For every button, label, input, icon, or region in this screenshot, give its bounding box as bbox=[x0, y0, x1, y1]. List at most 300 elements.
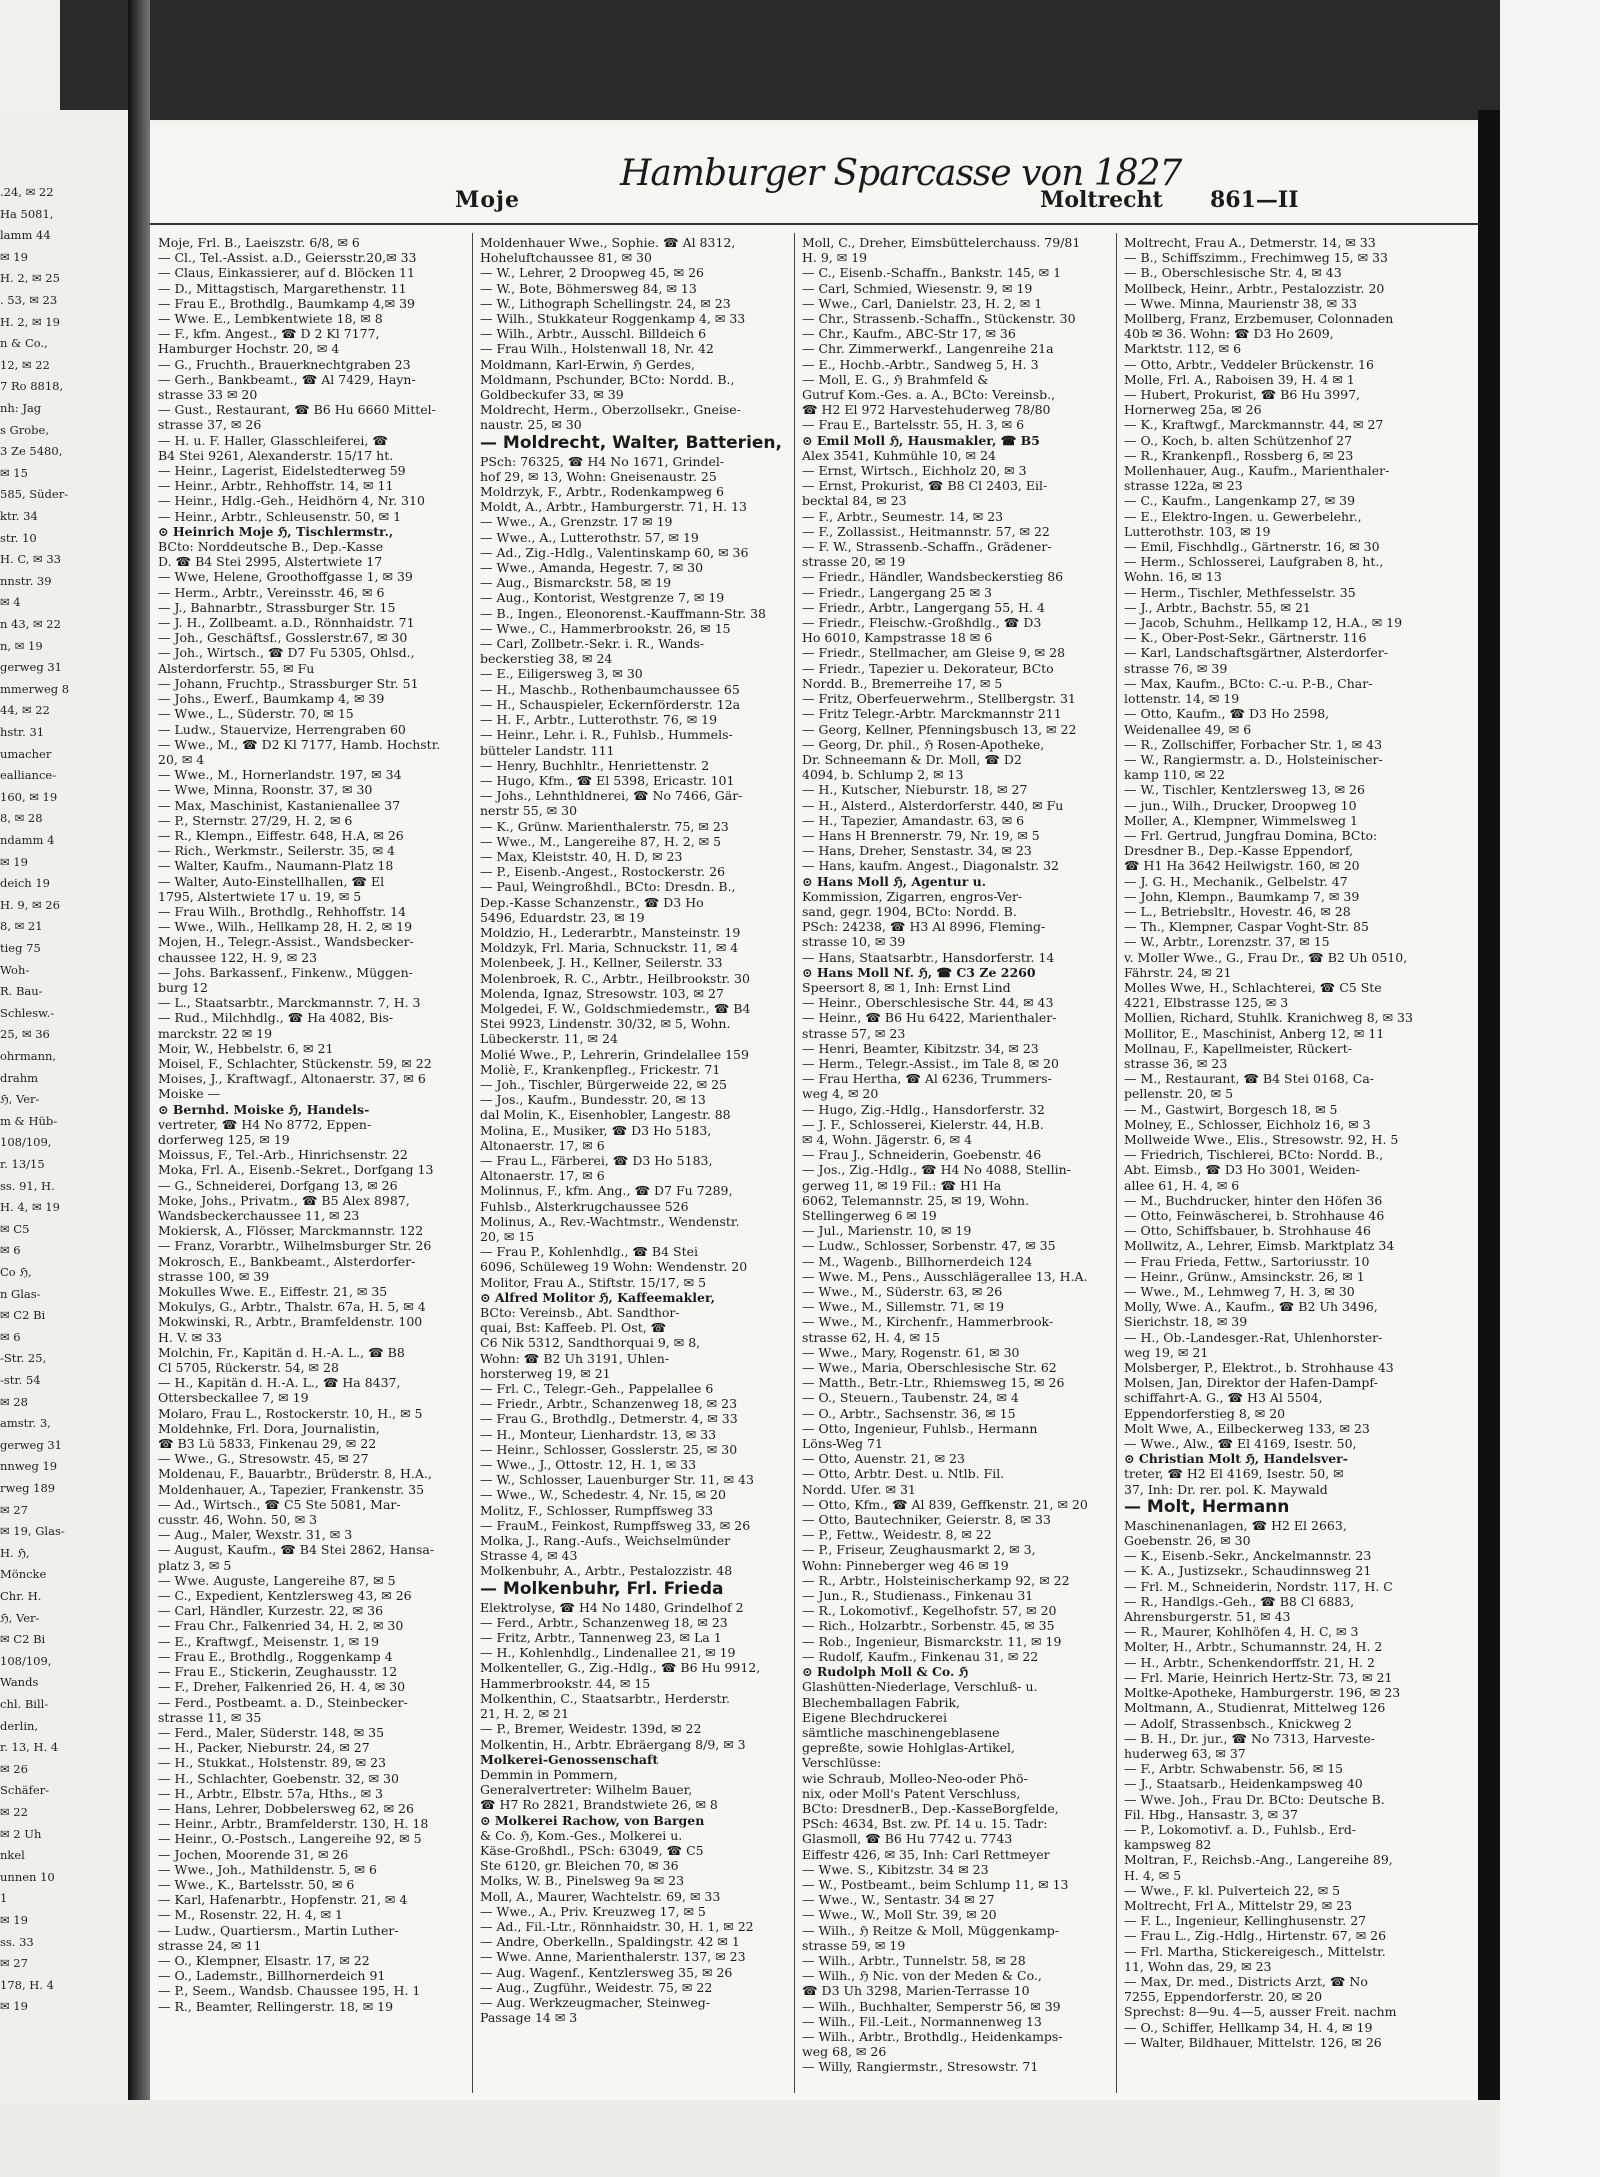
directory-entry: Moliè, F., Krankenpfleg., Frickestr. 71 bbox=[480, 1061, 721, 1077]
directory-entry: — O., Schiffer, Hellkamp 34, H. 4, ✉ 19 bbox=[1124, 2019, 1373, 2035]
directory-entry: weg 4, ✉ 20 bbox=[802, 1086, 879, 1102]
directory-entry: — Andre, Oberkelln., Spaldingstr. 42 ✉ 1 bbox=[480, 1934, 740, 1950]
directory-entry: — G., Schneiderei, Dorfgang 13, ✉ 26 bbox=[158, 1177, 398, 1193]
directory-entry: — Aug., Zugführ., Weidestr. 75, ✉ 22 bbox=[480, 1979, 713, 1995]
directory-entry: — Aug. Werkzeugmacher, Steinweg- bbox=[480, 1994, 710, 2010]
directory-entry: — H., Schlachter, Goebenstr. 32, ✉ 30 bbox=[158, 1770, 399, 1786]
directory-entry: Molitz, F., Schlosser, Rumpffsweg 33 bbox=[480, 1502, 714, 1518]
directory-entry: Moltmann, A., Studienrat, Mittelweg 126 bbox=[1124, 1700, 1386, 1716]
left-page-text: tieg 75 bbox=[0, 941, 41, 955]
directory-entry: — Heinr., Schlosser, Gosslerstr. 25, ✉ 30 bbox=[480, 1441, 738, 1457]
directory-entry: Mollweide Wwe., Elis., Stresowstr. 92, H. 5 bbox=[1124, 1131, 1399, 1147]
directory-entry: — W., Lithograph Schellingstr. 24, ✉ 23 bbox=[480, 295, 731, 311]
directory-entry: beckerstieg 38, ✉ 24 bbox=[480, 651, 613, 667]
directory-entry: — K. A., Justizsekr., Schaudinnsweg 21 bbox=[1124, 1563, 1372, 1579]
directory-entry: — Friedr., Tapezier u. Dekorateur, BCto bbox=[802, 660, 1054, 676]
directory-entry: ⊙ Hans Moll Nf. ℌ, ☎ C3 Ze 2260 bbox=[802, 964, 1036, 980]
directory-entry: — Ferd., Arbtr., Schanzenweg 18, ✉ 23 bbox=[480, 1614, 728, 1630]
directory-entry: — Wwe, Helene, Groothoffgasse 1, ✉ 39 bbox=[158, 569, 413, 585]
left-page-text: -str. 54 bbox=[0, 1373, 41, 1387]
directory-entry: 20, ✉ 4 bbox=[158, 751, 205, 767]
directory-entry: — Friedr., Arbtr., Schanzenweg 18, ✉ 23 bbox=[480, 1396, 738, 1412]
directory-entry: — Friedr., Fleischw.-Großhdlg., ☎ D3 bbox=[802, 615, 1042, 631]
left-page-text: str. 10 bbox=[0, 530, 37, 545]
directory-entry: — Ludw., Schlosser, Sorbenstr. 47, ✉ 35 bbox=[802, 1238, 1056, 1254]
directory-entry: — F., Arbtr., Seumestr. 14, ✉ 23 bbox=[802, 508, 1004, 524]
running-head-left: Moje bbox=[455, 187, 520, 213]
directory-entry: Lübeckerstr. 11, ✉ 24 bbox=[480, 1031, 618, 1047]
directory-entry: Mollberg, Franz, Erzbemuser, Colonnaden bbox=[1124, 311, 1394, 327]
left-page-text: 160, ✉ 19 bbox=[0, 789, 58, 804]
left-page-text: amstr. 3, bbox=[0, 1416, 51, 1431]
left-page-text: 7 Ro 8818, bbox=[0, 379, 64, 394]
directory-entry: — M., Rosenstr. 22, H. 4, ✉ 1 bbox=[158, 1907, 343, 1923]
directory-entry: — Wwe., M., Kirchenfr., Hammerbrook- bbox=[802, 1314, 1054, 1330]
directory-entry: — Joh., Tischler, Bürgerweide 22, ✉ 25 bbox=[480, 1076, 727, 1092]
directory-entry: — John, Klempn., Baumkamp 7, ✉ 39 bbox=[1124, 888, 1360, 904]
directory-entry: kamp 110, ✉ 22 bbox=[1124, 767, 1226, 783]
directory-entry: Dep.-Kasse Schanzenstr., ☎ D3 Ho bbox=[480, 894, 704, 910]
directory-entry: Eppendorferstieg 8, ✉ 20 bbox=[1124, 1405, 1286, 1421]
directory-entry: Molt Wwe, A., Eilbeckerweg 133, ✉ 23 bbox=[1124, 1420, 1370, 1436]
directory-entry: — L., Betriebsltr., Hovestr. 46, ✉ 28 bbox=[1124, 903, 1351, 919]
left-page-text: r. 13/15 bbox=[0, 1157, 45, 1171]
left-page-text: R. Bau- bbox=[0, 984, 43, 999]
directory-entry: 20, ✉ 15 bbox=[480, 1229, 535, 1244]
left-page-text: Wands bbox=[0, 1675, 39, 1690]
directory-entry: Molitor, Frau A., Stiftstr. 15/17, ✉ 5 bbox=[480, 1274, 707, 1290]
directory-column-2 bbox=[480, 235, 790, 2095]
directory-entry: Gutruf Kom.-Ges. a. A., BCto: Vereinsb., bbox=[802, 387, 1056, 403]
left-page-text: gerweg 31 bbox=[0, 1437, 62, 1452]
left-page-text: hstr. 31 bbox=[0, 725, 45, 739]
left-page-text: ✉ 22 bbox=[0, 1805, 28, 1819]
directory-entry: — J. F., Schlosserei, Kielerstr. 44, H.B. bbox=[802, 1116, 1044, 1132]
directory-entry: — Chr., Kaufm., ABC-Str 17, ✉ 36 bbox=[802, 326, 1016, 342]
directory-entry: — Wilh., Fil.-Leit., Normannenweg 13 bbox=[802, 2013, 1042, 2029]
directory-entry: — Jos., Zig.-Hdlg., ☎ H4 No 4088, Stellin- bbox=[802, 1162, 1071, 1178]
directory-entry: — Henri, Beamter, Kibitzstr. 34, ✉ 23 bbox=[802, 1040, 1039, 1056]
left-page-text: ℌ, Ver- bbox=[0, 1092, 40, 1107]
left-page-text: H. 2, ✉ 25 bbox=[0, 271, 60, 286]
left-page-text: nnstr. 39 bbox=[0, 573, 52, 588]
directory-entry: — Gust., Restaurant, ☎ B6 Hu 6660 Mittel- bbox=[158, 402, 436, 418]
directory-entry: — Herm., Arbtr., Vereinsstr. 46, ✉ 6 bbox=[158, 584, 385, 600]
left-page-text: ✉ 15 bbox=[0, 465, 28, 480]
directory-entry: ⊙ Rudolph Moll & Co. ℌ bbox=[802, 1664, 969, 1680]
directory-entry: dorferweg 125, ✉ 19 bbox=[158, 1131, 290, 1147]
directory-entry: Mollnau, F., Kapellmeister, Rückert- bbox=[1124, 1040, 1352, 1056]
directory-entry: — F., Arbtr. Schwabenstr. 56, ✉ 15 bbox=[1124, 1761, 1344, 1777]
left-page-text: n Glas- bbox=[0, 1286, 41, 1301]
directory-entry: B4 Stei 9261, Alexanderstr. 15/17 ht. bbox=[158, 447, 394, 463]
left-page-text: ohrmann, bbox=[0, 1049, 57, 1063]
directory-entry: — R., Klempn., Eiffestr. 648, H.A, ✉ 26 bbox=[158, 827, 404, 843]
left-page-text: H. 4, ✉ 19 bbox=[0, 1200, 60, 1215]
directory-entry: Glashütten-Niederlage, Verschluß- u. bbox=[802, 1679, 1038, 1695]
directory-entry: Marktstr. 112, ✉ 6 bbox=[1124, 341, 1242, 357]
left-page-text: 1 bbox=[0, 1891, 8, 1906]
directory-entry: ☎ H2 El 972 Harvestehuderweg 78/80 bbox=[802, 402, 1051, 418]
directory-entry: Dresdner B., Dep.-Kasse Eppendorf, bbox=[1124, 843, 1354, 859]
scanner-top-shadow bbox=[60, 0, 1600, 120]
page-header bbox=[150, 125, 1478, 217]
directory-entry: — Aug., Maler, Wexstr. 31, ✉ 3 bbox=[158, 1527, 353, 1543]
directory-entry: — Wwe., M., Sillemstr. 71, ✉ 19 bbox=[802, 1299, 1005, 1315]
directory-entry: — M., Restaurant, ☎ B4 Stei 0168, Ca- bbox=[1124, 1071, 1374, 1087]
directory-entry: — Johs., Lehnthldnerei, ☎ No 7466, Gär- bbox=[480, 788, 743, 804]
directory-entry: Ottersbeckallee 7, ✉ 19 bbox=[158, 1390, 309, 1406]
directory-entry: — W., Tischler, Kentzlersweg 13, ✉ 26 bbox=[1124, 782, 1365, 798]
left-page-text: Schäfer- bbox=[0, 1783, 50, 1798]
scanner-bottom-margin bbox=[0, 2100, 1500, 2177]
directory-entry: — Walter, Bildhauer, Mittelstr. 126, ✉ 26 bbox=[1124, 2034, 1382, 2050]
page-edge-shadow bbox=[1478, 110, 1500, 2170]
directory-entry: — Rob., Ingenieur, Bismarckstr. 11, ✉ 19 bbox=[802, 1633, 1062, 1649]
directory-entry: — R., Zollschiffer, Forbacher Str. 1, ✉ 43 bbox=[1124, 736, 1383, 752]
directory-entry: — P., Eisenb.-Angest., Rostockerstr. 26 bbox=[480, 864, 726, 880]
directory-entry: — Ludw., Stauervize, Herrengraben 60 bbox=[158, 721, 406, 737]
left-page-text: H. C, ✉ 33 bbox=[0, 552, 61, 567]
directory-entry: — Max, Kaufm., BCto: C.-u. P.-B., Char- bbox=[1124, 675, 1373, 691]
left-page-text: ✉ 19 bbox=[0, 854, 28, 869]
directory-entry: — E., Elektro-Ingen. u. Gewerbelehr., bbox=[1124, 508, 1362, 524]
directory-entry: Mollitor, E., Maschinist, Anberg 12, ✉ 11 bbox=[1124, 1025, 1385, 1041]
directory-entry: — K., Grünw. Marienthalerstr. 75, ✉ 23 bbox=[480, 818, 729, 834]
directory-entry: — Rud., Milchhdlg., ☎ Ha 4082, Bis- bbox=[158, 1010, 394, 1026]
directory-entry: — Wwe., A., Priv. Kreuzweg 17, ✉ 5 bbox=[480, 1903, 706, 1919]
directory-entry: — Karl, Landschaftsgärtner, Alsterdorfer- bbox=[1124, 645, 1388, 661]
directory-entry: — J. G. H., Mechanik., Gelbelstr. 47 bbox=[1124, 873, 1348, 889]
directory-entry: Elektrolyse, ☎ H4 No 1480, Grindelhof 2 bbox=[480, 1599, 744, 1615]
page-number: 861—II bbox=[1210, 187, 1299, 213]
directory-entry: 40b ✉ 36. Wohn: ☎ D3 Ho 2609, bbox=[1124, 326, 1334, 342]
directory-page bbox=[150, 125, 1478, 2100]
left-page-text: ✉ 19, Glas- bbox=[0, 1524, 65, 1539]
left-page-text: ✉ 27 bbox=[0, 1956, 28, 1971]
directory-entry: — Wwe., J., Ottostr. 12, H. 1, ✉ 33 bbox=[480, 1457, 697, 1473]
directory-entry: Moir, W., Hebbelstr. 6, ✉ 21 bbox=[158, 1040, 334, 1056]
directory-entry: cusstr. 46, Wohn. 50, ✉ 3 bbox=[158, 1512, 318, 1528]
directory-entry: — Cl., Tel.-Assist. a.D., Geiersstr.20,✉ 33 bbox=[158, 250, 417, 266]
directory-entry: Molkerei-Genossenschaft bbox=[480, 1751, 659, 1767]
directory-entry: Moll, C., Dreher, Eimsbüttelerchauss. 79/81 bbox=[802, 235, 1081, 250]
directory-entry: — Wwe., L., Süderstr. 70, ✉ 15 bbox=[158, 706, 354, 722]
directory-entry: Maschinenanlagen, ☎ H2 El 2663, bbox=[1124, 1517, 1347, 1533]
directory-entry: Passage 14 ✉ 3 bbox=[480, 2010, 578, 2026]
directory-entry: — R., Arbtr., Holsteinischerkamp 92, ✉ 22 bbox=[802, 1572, 1070, 1588]
directory-entry: — Wilh., ℌ Reitze & Moll, Müggenkamp- bbox=[802, 1922, 1060, 1938]
left-page-text: ✉ 6 bbox=[0, 1243, 21, 1258]
directory-entry: Moltrecht, Frl A., Mittelstr 29, ✉ 23 bbox=[1124, 1897, 1353, 1913]
left-page-text: drahm bbox=[0, 1070, 39, 1085]
directory-entry: Fährstr. 24, ✉ 21 bbox=[1124, 964, 1232, 980]
directory-entry: & Co. ℌ, Kom.-Ges., Molkerei u. bbox=[480, 1827, 683, 1843]
directory-entry: — Heinr., Arbtr., Schleusenstr. 50, ✉ 1 bbox=[158, 508, 402, 524]
directory-entry: Molney, E., Schlosser, Eichholz 16, ✉ 3 bbox=[1124, 1116, 1371, 1132]
directory-entry: strasse 24, ✉ 11 bbox=[158, 1937, 262, 1953]
directory-entry: Altonaerstr. 17, ✉ 6 bbox=[480, 1137, 605, 1153]
directory-entry: Molinus, A., Rev.-Wachtmstr., Wendenstr. bbox=[480, 1213, 740, 1229]
directory-entry: — O., Koch, b. alten Schützenhof 27 bbox=[1124, 432, 1353, 448]
directory-entry: strasse 76, ✉ 39 bbox=[1124, 660, 1228, 676]
directory-entry: — Fritz, Oberfeuerwehrm., Stellbergstr. 31 bbox=[802, 691, 1076, 707]
directory-entry: — K., Ober-Post-Sekr., Gärtnerstr. 116 bbox=[1124, 630, 1367, 646]
directory-entry: Mojen, H., Telegr.-Assist., Wandsbecker- bbox=[158, 934, 414, 950]
left-page-text: 3 Ze 5480, bbox=[0, 444, 63, 459]
directory-entry: — E., Hochb.-Arbtr., Sandweg 5, H. 3 bbox=[802, 356, 1039, 372]
directory-entry: ⊙ Bernhd. Moiske ℌ, Handels- bbox=[158, 1101, 370, 1117]
directory-entry: — Friedr., Stellmacher, am Gleise 9, ✉ 28 bbox=[802, 645, 1066, 661]
directory-entry: Moldmann, Karl-Erwin, ℌ Gerdes, bbox=[480, 356, 696, 372]
directory-entry: — Wwe., Mary, Rogenstr. 61, ✉ 30 bbox=[802, 1344, 1020, 1360]
directory-entry: 11, Wohn das, 29, ✉ 23 bbox=[1124, 1958, 1272, 1974]
directory-entry: Molenbeek, J. H., Kellner, Seilerstr. 33 bbox=[480, 955, 723, 971]
directory-entry: — J., Staatsarb., Heidenkampsweg 40 bbox=[1124, 1776, 1363, 1792]
directory-entry: — M., Wagenb., Billhornerdeich 124 bbox=[802, 1253, 1033, 1269]
directory-entry: PSch: 24238, ☎ H3 Al 8996, Fleming- bbox=[802, 919, 1046, 935]
directory-entry: — Claus, Einkassierer, auf d. Blöcken 11 bbox=[158, 265, 415, 281]
directory-entry: Molles Wwe, H., Schlachterei, ☎ C5 Ste bbox=[1124, 979, 1382, 995]
directory-entry: — Wwe., Alw., ☎ El 4169, Isestr. 50, bbox=[1124, 1436, 1357, 1452]
directory-entry: — Hans, kaufm. Angest., Diagonalstr. 32 bbox=[802, 858, 1059, 874]
directory-entry: — R., Handlgs.-Geh., ☎ B8 Cl 6883, bbox=[1124, 1593, 1355, 1609]
directory-entry: Moltran, F., Reichsb.-Ang., Langereihe 89, bbox=[1124, 1852, 1393, 1868]
left-page-text: . 53, ✉ 23 bbox=[0, 293, 58, 307]
directory-entry: — Ad., Zig.-Hdlg., Valentinskamp 60, ✉ 36 bbox=[480, 544, 749, 560]
left-page-text: chl. Bill- bbox=[0, 1697, 49, 1711]
directory-entry: wie Schraub, Molleo-Neo-oder Phö- bbox=[802, 1770, 1028, 1786]
directory-entry: — Chr. Zimmerwerkf., Langenreihe 21a bbox=[802, 341, 1054, 357]
directory-entry: — P., Sternstr. 27/29, H. 2, ✉ 6 bbox=[158, 812, 353, 828]
directory-entry: — Frau Chr., Falkenried 34, H. 2, ✉ 30 bbox=[158, 1618, 404, 1634]
directory-entry: ☎ H7 Ro 2821, Brandstwiete 26, ✉ 8 bbox=[480, 1797, 718, 1813]
directory-entry: — Frau E., Bartelsstr. 55, H. 3, ✉ 6 bbox=[802, 417, 1025, 433]
left-page-text: Chr. H. bbox=[0, 1589, 42, 1603]
directory-entry: Molié Wwe., P., Lehrerin, Grindelallee 159 bbox=[480, 1046, 749, 1062]
left-page-text: H. 2, ✉ 19 bbox=[0, 314, 60, 329]
left-page-text: Schlesw.- bbox=[0, 1005, 55, 1020]
directory-entry: bütteler Landstr. 111 bbox=[480, 742, 615, 758]
directory-entry: — Wwe. Auguste, Langereihe 87, ✉ 5 bbox=[158, 1572, 396, 1588]
directory-entry: H. V. ✉ 33 bbox=[158, 1329, 222, 1345]
directory-entry: — Wwe., M., Süderstr. 63, ✉ 26 bbox=[802, 1284, 1003, 1300]
directory-entry: — K., Kraftwgf., Marckmannstr. 44, ✉ 27 bbox=[1124, 417, 1384, 433]
directory-entry: — O., Klempner, Elsastr. 17, ✉ 22 bbox=[158, 1952, 370, 1968]
left-page-text: 25, ✉ 36 bbox=[0, 1027, 50, 1042]
directory-entry: — Gerh., Bankbeamt., ☎ Al 7429, Hayn- bbox=[158, 371, 416, 387]
directory-entry: ⊙ Christian Molt ℌ, Handelsver- bbox=[1124, 1451, 1348, 1467]
left-page-text: deich 19 bbox=[0, 876, 50, 891]
left-page-text: ss. 91, H. bbox=[0, 1178, 55, 1193]
directory-entry: lottenstr. 14, ✉ 19 bbox=[1124, 691, 1240, 707]
directory-entry: BCto: DresdnerB., Dep.-KasseBorgfelde, bbox=[802, 1800, 1059, 1816]
directory-entry: — Frau Hertha, ☎ Al 6236, Trummers- bbox=[802, 1071, 1052, 1087]
directory-entry: Fuhlsb., Alsterkrugchaussee 526 bbox=[480, 1198, 689, 1214]
directory-entry: — L., Staatsarbtr., Marckmannstr. 7, H. 3 bbox=[158, 995, 421, 1011]
directory-entry: — Karl, Hafenarbtr., Hopfenstr. 21, ✉ 4 bbox=[158, 1892, 408, 1908]
directory-entry: Kommission, Zigarren, engros-Ver- bbox=[802, 888, 1023, 904]
directory-entry: — Heinr., Arbtr., Rehhoffstr. 14, ✉ 11 bbox=[158, 478, 394, 494]
directory-entry: Weidenallee 49, ✉ 6 bbox=[1124, 721, 1252, 737]
directory-entry: — B., Ingen., Eleonorenst.-Kauffmann-Str. 38 bbox=[480, 605, 767, 621]
directory-entry: — Wwe. S., Kibitzstr. 34 ✉ 23 bbox=[802, 1861, 989, 1877]
directory-entry: strasse 36, ✉ 23 bbox=[1124, 1055, 1228, 1071]
directory-entry: — Frau L., Zig.-Hdlg., Hirtenstr. 67, ✉ 26 bbox=[1124, 1928, 1387, 1944]
directory-entry: — F., Zollassist., Heitmannstr. 57, ✉ 22 bbox=[802, 523, 1050, 539]
directory-entry: — P., Fettw., Weidestr. 8, ✉ 22 bbox=[802, 1527, 992, 1543]
left-page-text: 8, ✉ 28 bbox=[0, 811, 43, 826]
left-page-text: 178, H. 4 bbox=[0, 1977, 54, 1992]
header-rule bbox=[150, 223, 1478, 225]
directory-entry: 4094, b. Schlump 2, ✉ 13 bbox=[802, 767, 964, 783]
directory-entry: Wohn. 16, ✉ 13 bbox=[1124, 569, 1222, 585]
directory-entry: marckstr. 22 ✉ 19 bbox=[158, 1025, 273, 1041]
directory-entry: — Wwe., M., Lehmweg 7, H. 3, ✉ 30 bbox=[1124, 1284, 1355, 1300]
directory-entry: — Wwe., W., Schedestr. 4, Nr. 15, ✉ 20 bbox=[480, 1487, 726, 1503]
left-page-fragment bbox=[0, 110, 140, 2100]
directory-entry: — Ad., Wirtsch., ☎ C5 Ste 5081, Mar- bbox=[158, 1496, 401, 1512]
directory-entry: strasse 20, ✉ 19 bbox=[802, 554, 906, 570]
directory-entry: Moje, Frl. B., Laeiszstr. 6/8, ✉ 6 bbox=[158, 235, 360, 250]
left-page-text: 108/109, bbox=[0, 1135, 52, 1150]
directory-entry: — H., Maschb., Rothenbaumchaussee 65 bbox=[480, 681, 740, 697]
left-page-text: Woh- bbox=[0, 962, 30, 977]
left-page-text: ✉ C5 bbox=[0, 1221, 30, 1236]
directory-entry: — Wilh., Arbtr., Tunnelstr. 58, ✉ 28 bbox=[802, 1952, 1026, 1968]
directory-entry: hof 29, ✉ 13, Wohn: Gneisenaustr. 25 bbox=[480, 468, 717, 484]
directory-entry: strasse 10, ✉ 39 bbox=[802, 934, 906, 950]
directory-entry: dal Molin, K., Eisenhobler, Langestr. 88 bbox=[480, 1107, 731, 1123]
directory-entry: Ahrensburgerstr. 51, ✉ 43 bbox=[1124, 1609, 1291, 1625]
directory-entry: strasse 122a, ✉ 23 bbox=[1124, 478, 1243, 494]
directory-entry: Molka, J., Rang.-Aufs., Weichselmünder bbox=[480, 1533, 731, 1549]
directory-entry: — J. H., Zollbeamt. a.D., Rönnhaidstr. 71 bbox=[158, 615, 415, 631]
directory-entry: — Ferd., Maler, Süderstr. 148, ✉ 35 bbox=[158, 1724, 385, 1740]
directory-entry: — C., Eisenb.-Schaffn., Bankstr. 145, ✉ 1 bbox=[802, 265, 1062, 281]
directory-entry: — H., Ob.-Landesger.-Rat, Uhlenhorster- bbox=[1124, 1329, 1383, 1345]
left-page-text: ℌ, Ver- bbox=[0, 1610, 40, 1625]
directory-entry: — Rudolf, Kaufm., Finkenau 31, ✉ 22 bbox=[802, 1648, 1039, 1664]
directory-entry: — Wwe. Joh., Frau Dr. BCto: Deutsche B. bbox=[1124, 1791, 1385, 1807]
directory-entry: — Hugo, Zig.-Hdlg., Hansdorferstr. 32 bbox=[802, 1101, 1045, 1117]
directory-entry: — August, Kaufm., ☎ B4 Stei 2862, Hansa- bbox=[158, 1542, 435, 1558]
directory-entry: Ho 6010, Kampstrasse 18 ✉ 6 bbox=[802, 630, 993, 646]
directory-entry: — Rich., Werkmstr., Seilerstr. 35, ✉ 4 bbox=[158, 843, 396, 859]
left-page-text: m & Hüb- bbox=[0, 1113, 58, 1128]
directory-entry: — Frau P., Kohlenhdlg., ☎ B4 Stei bbox=[480, 1244, 699, 1260]
directory-entry: — H., Kohlenhdlg., Lindenallee 21, ✉ 19 bbox=[480, 1645, 736, 1661]
directory-entry: — Wwe., W., Moll Str. 39, ✉ 20 bbox=[802, 1907, 997, 1923]
directory-entry: 7255, Eppendorferstr. 20, ✉ 20 bbox=[1124, 1989, 1323, 2005]
directory-entry: Molchin, Fr., Kapitän d. H.-A. L., ☎ B8 bbox=[158, 1344, 405, 1360]
directory-entry: Verschlüsse: bbox=[802, 1755, 882, 1771]
directory-entry: — F., Dreher, Falkenried 26, H. 4, ✉ 30 bbox=[158, 1679, 406, 1695]
directory-column-3 bbox=[802, 235, 1112, 2095]
directory-entry: Fil. Hbg., Hansastr. 3, ✉ 37 bbox=[1124, 1806, 1298, 1822]
directory-entry: Wohn: Pinneberger weg 46 ✉ 19 bbox=[802, 1557, 1009, 1573]
left-page-text: derlin, bbox=[0, 1718, 39, 1733]
directory-entry: — Th., Klempner, Caspar Voght-Str. 85 bbox=[1124, 919, 1369, 935]
directory-entry: 5496, Eduardstr. 23, ✉ 19 bbox=[480, 909, 645, 925]
directory-entry: — Frau E., Stickerin, Zeughausstr. 12 bbox=[158, 1664, 398, 1680]
directory-entry: — B. H., Dr. jur., ☎ No 7313, Harveste- bbox=[1124, 1730, 1376, 1746]
directory-entry: Glasmoll, ☎ B6 Hu 7742 u. 7743 bbox=[802, 1831, 1013, 1847]
directory-entry: — C., Expedient, Kentzlersweg 43, ✉ 26 bbox=[158, 1588, 412, 1604]
directory-entry: — W., Lehrer, 2 Droopweg 45, ✉ 26 bbox=[480, 265, 704, 281]
directory-entry: — Hans H Brennerstr. 79, Nr. 19, ✉ 5 bbox=[802, 827, 1040, 843]
left-page-text: Co ℌ, bbox=[0, 1265, 32, 1279]
directory-entry: Hoheluftchaussee 81, ✉ 30 bbox=[480, 250, 652, 266]
directory-entry: kampsweg 82 bbox=[1124, 1837, 1212, 1853]
directory-entry: — Jochen, Moorende 31, ✉ 26 bbox=[158, 1846, 349, 1862]
left-page-text: Ha 5081, bbox=[0, 206, 54, 221]
directory-entry: Moldenhauer Wwe., Sophie. ☎ Al 8312, bbox=[480, 235, 736, 250]
directory-entry: Moldt, A., Arbtr., Hamburgerstr. 71, H. 13 bbox=[480, 499, 747, 515]
directory-entry: Demmin in Pommern, bbox=[480, 1766, 618, 1782]
directory-entry: ☎ H1 Ha 3642 Heilwigstr. 160, ✉ 20 bbox=[1124, 858, 1360, 874]
directory-entry: Moldrecht, Herm., Oberzollsekr., Gneise- bbox=[480, 402, 741, 418]
directory-entry: — Johann, Fruchtp., Strassburger Str. 51 bbox=[158, 675, 419, 691]
directory-entry: Mollenhauer, Aug., Kaufm., Marienthaler- bbox=[1124, 463, 1390, 479]
directory-entry: Hamburger Hochstr. 20, ✉ 4 bbox=[158, 341, 340, 357]
directory-entry: — Otto, Auenstr. 21, ✉ 23 bbox=[802, 1451, 965, 1467]
directory-entry: H. 9, ✉ 19 bbox=[802, 250, 868, 266]
directory-entry: weg 19, ✉ 21 bbox=[1124, 1344, 1209, 1360]
directory-entry: Nordd. B., Bremerreihe 17, ✉ 5 bbox=[802, 675, 1003, 691]
directory-entry: ⊙ Alfred Molitor ℌ, Kaffeemakler, bbox=[480, 1289, 715, 1305]
left-page-text: ✉ C2 Bi bbox=[0, 1308, 46, 1323]
directory-entry: — Wwe., C., Hammerbrookstr. 26, ✉ 15 bbox=[480, 620, 731, 636]
directory-entry: Mokulles Wwe. E., Eiffestr. 21, ✉ 35 bbox=[158, 1284, 388, 1300]
directory-entry: — Hubert, Prokurist, ☎ B6 Hu 3997, bbox=[1124, 387, 1361, 403]
directory-entry: Moltke-Apotheke, Hamburgerstr. 196, ✉ 23 bbox=[1124, 1685, 1401, 1701]
directory-entry: — Wwe. M., Pens., Ausschlägerallee 13, H.A. bbox=[802, 1268, 1088, 1284]
directory-entry: strasse 57, ✉ 23 bbox=[802, 1025, 906, 1041]
column-divider bbox=[794, 233, 795, 2093]
directory-entry: — P., Seem., Wandsb. Chaussee 195, H. 1 bbox=[158, 1983, 421, 1999]
directory-entry: — Moll, E. G., ℌ Brahmfeld & bbox=[802, 371, 989, 387]
directory-entry: 1795, Alstertwiete 17 u. 19, ✉ 5 bbox=[158, 888, 362, 904]
directory-entry: — Wwe., Carl, Danielstr. 23, H. 2, ✉ 1 bbox=[802, 295, 1043, 311]
directory-entry: — Adolf, Strassenbsch., Knickweg 2 bbox=[1124, 1715, 1352, 1731]
directory-entry: ⊙ Hans Moll ℌ, Agentur u. bbox=[802, 873, 987, 889]
directory-entry: — Joh., Geschäftsf., Gosslerstr.67, ✉ 30 bbox=[158, 630, 408, 646]
directory-entry: platz 3, ✉ 5 bbox=[158, 1557, 232, 1573]
directory-entry: — Heinr., Oberschlesische Str. 44, ✉ 43 bbox=[802, 995, 1054, 1011]
left-page-text: ✉ 2 Uh bbox=[0, 1826, 42, 1841]
directory-entry: chaussee 122, H. 9, ✉ 23 bbox=[158, 949, 318, 965]
directory-entry: — H., Stukkat., Holstenstr. 89, ✉ 23 bbox=[158, 1755, 386, 1771]
directory-entry: Cl 5705, Rückerstr. 54, ✉ 28 bbox=[158, 1360, 339, 1376]
left-page-text: nh: Jag bbox=[0, 401, 42, 415]
left-page-text: rweg 189 bbox=[0, 1481, 56, 1495]
directory-entry: — Wwe., F. kl. Pulverteich 22, ✉ 5 bbox=[1124, 1882, 1341, 1898]
directory-entry: — O., Arbtr., Sachsenstr. 36, ✉ 15 bbox=[802, 1405, 1016, 1421]
directory-entry: — W., Schlosser, Lauenburger Str. 11, ✉ 43 bbox=[480, 1472, 754, 1488]
directory-entry: Nordd. Ufer. ✉ 31 bbox=[802, 1481, 916, 1497]
directory-entry: Molle, Frl. A., Raboisen 39, H. 4 ✉ 1 bbox=[1124, 371, 1355, 387]
directory-entry: — Frau E., Brothdlg., Roggenkamp 4 bbox=[158, 1648, 393, 1664]
directory-entry: Molsen, Jan, Direktor der Hafen-Dampf- bbox=[1124, 1375, 1378, 1391]
directory-entry: C6 Nik 5312, Sandthorquai 9, ✉ 8, bbox=[480, 1335, 701, 1351]
directory-entry: H. 4, ✉ 5 bbox=[1124, 1867, 1182, 1883]
directory-entry: — G., Fruchth., Brauerknechtgraben 23 bbox=[158, 356, 411, 372]
directory-entry: Dr. Schneemann & Dr. Moll, ☎ D2 bbox=[802, 751, 1022, 767]
directory-entry: — Wilh., Arbtr., Ausschl. Billdeich 6 bbox=[480, 326, 707, 342]
directory-entry: Generalvertreter: Wilhelm Bauer, bbox=[480, 1782, 693, 1798]
directory-entry: horsterweg 19, ✉ 21 bbox=[480, 1365, 611, 1381]
